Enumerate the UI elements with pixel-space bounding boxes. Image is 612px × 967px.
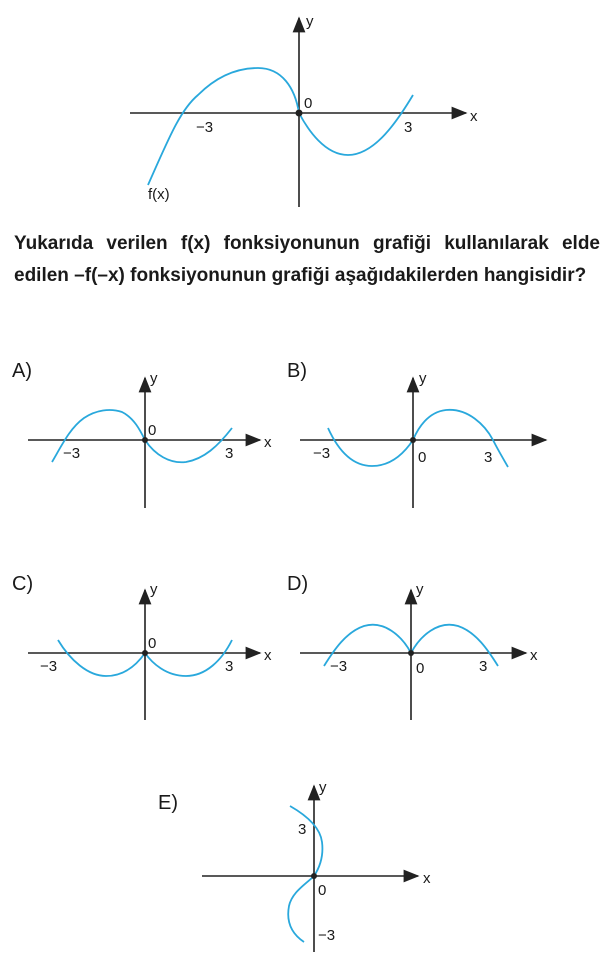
option-d-label[interactable]: D) [287, 573, 309, 595]
x-label: x [264, 647, 272, 664]
x-label: x [423, 870, 431, 887]
pos-tick-label: 3 [225, 445, 234, 462]
option-a-graph [28, 370, 272, 508]
option-e-graph [202, 779, 431, 952]
neg-tick-label: −3 [330, 658, 348, 675]
origin-label: 0 [304, 95, 313, 112]
origin-label: 0 [318, 882, 327, 899]
origin-point [410, 437, 416, 443]
neg-tick-label: −3 [40, 658, 58, 675]
neg-tick-label: −3 [313, 445, 331, 462]
origin-label: 0 [418, 449, 427, 466]
y-label: y [150, 370, 158, 387]
neg-tick-label: −3 [196, 119, 214, 136]
origin-label: 0 [148, 635, 157, 652]
function-label: f(x) [148, 186, 170, 203]
origin-label: 0 [148, 422, 157, 439]
option-a-label[interactable]: A) [12, 360, 32, 382]
y-label: y [150, 581, 158, 598]
pos-tick-label: 3 [484, 449, 493, 466]
option-b-label[interactable]: B) [287, 360, 307, 382]
f-curve [148, 68, 413, 185]
pos-tick-label: 3 [404, 119, 413, 136]
y-label: y [416, 581, 424, 598]
option-c-graph [28, 581, 272, 720]
origin-point [311, 873, 317, 879]
option-b-graph [300, 370, 546, 508]
x-label: x [530, 647, 538, 664]
origin-label: 0 [416, 660, 425, 677]
top-graph [130, 13, 478, 207]
pos-tick-label: 3 [225, 658, 234, 675]
option-c-label[interactable]: C) [12, 573, 34, 595]
pos-tick-label: 3 [298, 821, 307, 838]
x-label: x [470, 108, 478, 125]
pos-tick-label: 3 [479, 658, 488, 675]
option-d-graph [300, 581, 538, 720]
neg-tick-label: −3 [318, 927, 336, 944]
neg-tick-label: −3 [63, 445, 81, 462]
y-label: y [306, 13, 314, 30]
origin-point [296, 110, 303, 117]
question-text: Yukarıda verilen f(x) fonksiyonunun grafiği kullanılarak elde edilen –f(–x) fonksiyonunun grafiği aşağıdakilerden hangisidir? [14, 233, 600, 286]
x-label: x [264, 434, 272, 451]
option-e-label[interactable]: E) [158, 792, 178, 814]
y-label: y [419, 370, 427, 387]
origin-point [408, 650, 414, 656]
y-label: y [319, 779, 327, 796]
